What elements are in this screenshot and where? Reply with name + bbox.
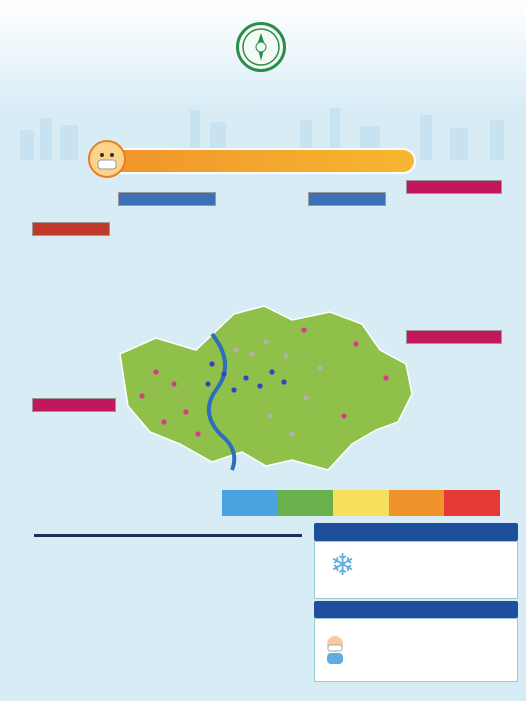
- aqi-scale-bar: [222, 490, 500, 516]
- status-banner: [96, 148, 416, 174]
- panel-bangkok-east: [406, 180, 502, 194]
- panel-title: [33, 399, 115, 411]
- scale-cell-effect: [444, 490, 500, 516]
- panel-title: [309, 193, 385, 205]
- panel-title: [33, 223, 109, 235]
- scale-cell-moderate: [333, 490, 389, 516]
- panel-title: [119, 193, 215, 205]
- snowflake-icon: ❄: [330, 548, 356, 583]
- panel-thon-south: [32, 398, 116, 412]
- advice-title: [314, 601, 518, 618]
- bangkok-district-map: [116, 294, 416, 474]
- masked-mascot-icon: [88, 140, 126, 178]
- panel-bangkok-north: [308, 192, 386, 206]
- panel-thon-north: [32, 222, 110, 236]
- scale-cell-start-effect: [389, 490, 445, 516]
- scale-cell-good: [278, 490, 334, 516]
- summary-divider: [34, 534, 302, 537]
- forecast-title: [314, 523, 518, 541]
- bangkok-seal-logo: [236, 22, 286, 72]
- masked-person-icon: [322, 634, 348, 664]
- scale-cell-very-good: [222, 490, 278, 516]
- panel-bangkok-south: [406, 330, 502, 344]
- panel-title: [407, 181, 501, 193]
- panel-bangkok-center: [118, 192, 216, 206]
- panel-title: [407, 331, 501, 343]
